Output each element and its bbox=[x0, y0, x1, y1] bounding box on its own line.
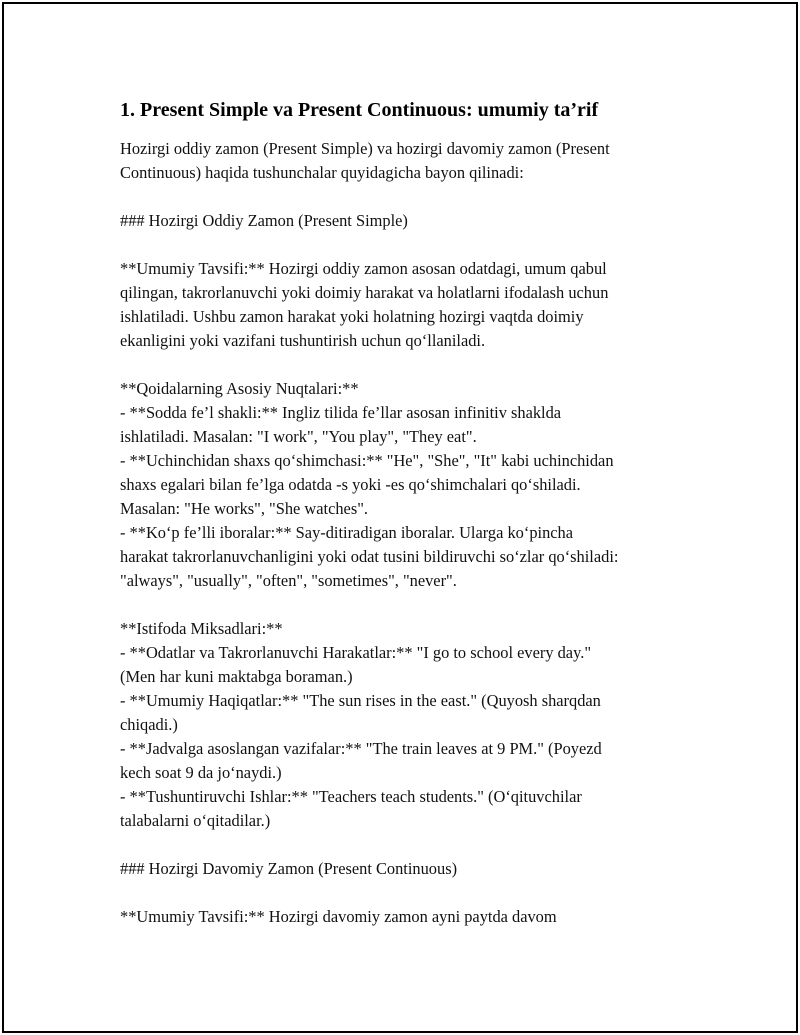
text-line: ishlatiladi. Masalan: "I work", "You play", "They eat". bbox=[120, 427, 477, 446]
text-line: Continuous) haqida tushunchalar quyidagicha bayon qilinadi: bbox=[120, 163, 524, 182]
text-line: (Men har kuni maktabga boraman.) bbox=[120, 667, 353, 686]
text-line: **Istifoda Miksadlari:** bbox=[120, 619, 283, 638]
document-body bbox=[120, 97, 690, 953]
section-heading: 1. Present Simple va Present Continuous: umumiy ta’rif bbox=[120, 99, 599, 121]
text-line: qilingan, takrorlanuvchi yoki doimiy harakat va holatlarni ifodalash uchun bbox=[120, 283, 609, 302]
intro-paragraph bbox=[120, 137, 690, 185]
text-line: chiqadi.) bbox=[120, 715, 178, 734]
general-description-paragraph bbox=[120, 257, 690, 353]
text-line: shaxs egalari bilan fe’lga odatda -s yoki -es qo‘shimchalari qo‘shiladi. bbox=[120, 475, 581, 494]
rules-paragraph bbox=[120, 377, 690, 593]
continuous-description-paragraph bbox=[120, 905, 690, 929]
text-line: ### Hozirgi Davomiy Zamon (Present Continuous) bbox=[120, 859, 458, 878]
text-line: **Umumiy Tavsifi:** Hozirgi oddiy zamon asosan odatdagi, umum qabul bbox=[120, 259, 607, 278]
text-line: ishlatiladi. Ushbu zamon harakat yoki holatning hozirgi vaqtda doimiy bbox=[120, 307, 584, 326]
present-simple-subheading bbox=[120, 209, 690, 233]
text-line: Hozirgi oddiy zamon (Present Simple) va hozirgi davomiy zamon (Present bbox=[120, 139, 610, 158]
text-line: talabalarni o‘qitadilar.) bbox=[120, 811, 271, 830]
usage-examples-paragraph bbox=[120, 617, 690, 833]
text-line: - **Ko‘p fe’lli iboralar:** Say-ditiradigan iboralar. Ularga ko‘pincha bbox=[120, 523, 574, 542]
text-line: ekanligini yoki vazifani tushuntirish uchun qo‘llaniladi. bbox=[120, 331, 486, 350]
text-line: - **Sodda fe’l shakli:** Ingliz tilida fe’llar asosan infinitiv shaklda bbox=[120, 403, 562, 422]
page-frame bbox=[2, 2, 798, 1033]
text-line: Masalan: "He works", "She watches". bbox=[120, 499, 368, 518]
text-line: **Umumiy Tavsifi:** Hozirgi davomiy zamon ayni paytda davom bbox=[120, 907, 557, 926]
present-continuous-subheading bbox=[120, 857, 690, 881]
text-line: - **Umumiy Haqiqatlar:** "The sun rises in the east." (Quyosh sharqdan bbox=[120, 691, 601, 710]
text-line: ### Hozirgi Oddiy Zamon (Present Simple) bbox=[120, 211, 408, 230]
text-line: harakat takrorlanuvchanligini yoki odat tusini bildiruvchi so‘zlar qo‘shiladi: bbox=[120, 547, 619, 566]
text-line: - **Uchinchidan shaxs qo‘shimchasi:** "He", "She", "It" kabi uchinchidan bbox=[120, 451, 614, 470]
text-line: **Qoidalarning Asosiy Nuqtalari:** bbox=[120, 379, 359, 398]
text-line: - **Tushuntiruvchi Ishlar:** "Teachers teach students." (O‘qituvchilar bbox=[120, 787, 582, 806]
text-line: kech soat 9 da jo‘naydi.) bbox=[120, 763, 282, 782]
text-line: "always", "usually", "often", "sometimes", "never". bbox=[120, 571, 457, 590]
text-line: - **Jadvalga asoslangan vazifalar:** "The train leaves at 9 PM." (Poyezd bbox=[120, 739, 602, 758]
text-line: - **Odatlar va Takrorlanuvchi Harakatlar:** "I go to school every day." bbox=[120, 643, 592, 662]
